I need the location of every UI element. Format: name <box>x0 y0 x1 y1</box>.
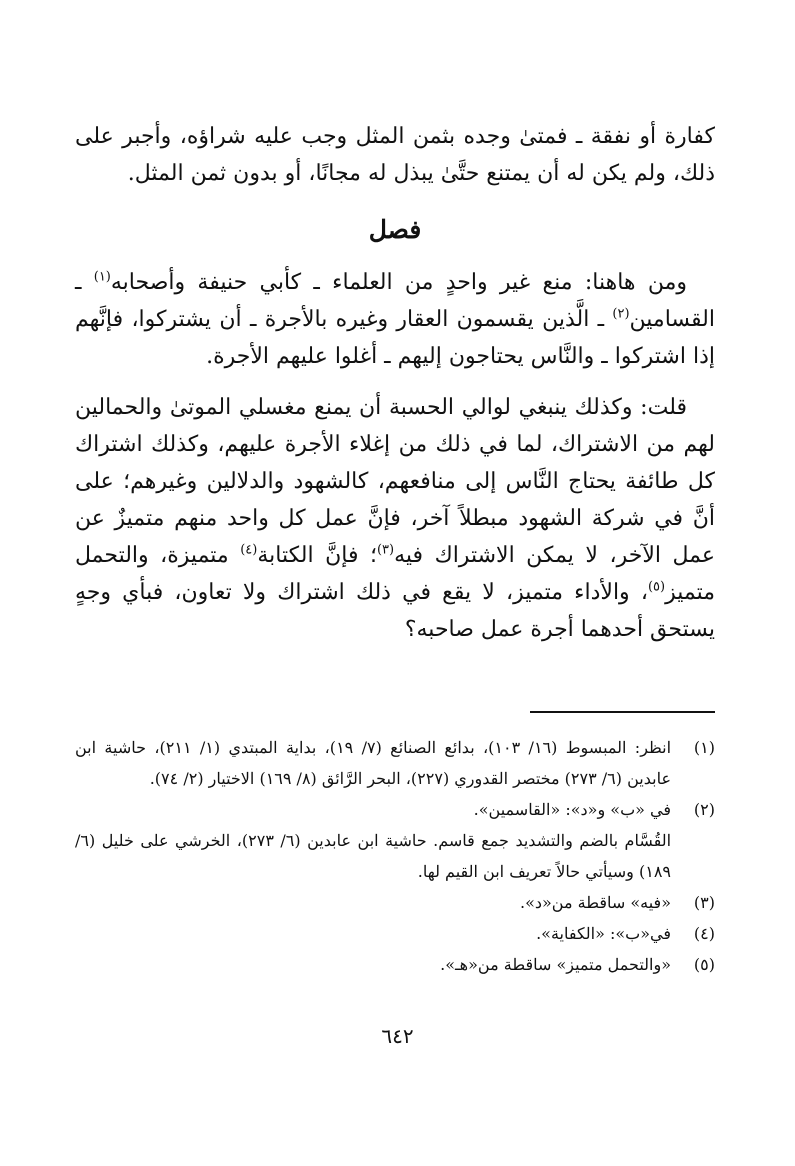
paragraph-2-part-b: ـ القسامين <box>75 270 715 332</box>
footnote-ref-1[interactable]: (١) <box>93 269 111 285</box>
footnote-number: (٥) <box>693 955 715 974</box>
footnote-5 <box>75 949 715 980</box>
section-heading: فصل <box>368 215 422 244</box>
footnote-text: في «ب» و«د»: «القاسمين». <box>473 800 671 819</box>
footnote-text: القُسَّام بالضم والتشديد جمع قاسم. حاشية ابن عابدين (٦/ ٢٧٣)، الخرشي على خليل (٦/ ١٨٩) وسيأتي حالاً تعريف ابن القيم لها. <box>75 831 672 881</box>
footnote-number <box>671 825 715 887</box>
main-text <box>75 118 715 648</box>
paragraph-3-part-b: ؛ فإنَّ الكتابة <box>257 543 377 568</box>
footnote-ref-2[interactable]: (٢) <box>612 306 630 322</box>
footnote-1 <box>75 732 715 794</box>
footnote-text: انظر: المبسوط (١٦/ ١٠٣)، بدائع الصنائع (٧/ ١٩)، بداية المبتدي (١/ ٢١١)، حاشية ابن عابدين (٦/ ٢٧٣) مختصر القدوري (٢٢٧)، البحر الرَّائق (٨/ ١٦٩) الاختيار (٢/ ٧٤). <box>75 738 672 788</box>
footnote-number: (٤) <box>693 924 715 943</box>
footnote-text: في«ب»: «الكفاية». <box>536 924 671 943</box>
footnote-ref-3[interactable]: (٣) <box>376 542 395 558</box>
paragraph-3 <box>75 389 715 648</box>
footnote-ref-4[interactable]: (٤) <box>240 542 258 558</box>
paragraph-3-part-d: ، والأداء متميز، لا يقع في ذلك اشتراك ولا تعاون، فبأي وجهٍ يستحق أحدهما أجرة عمل صاحبه؟ <box>75 580 715 642</box>
footnote-number: (١) <box>693 738 715 757</box>
footnote-ref-5[interactable]: (٥) <box>647 579 666 595</box>
footnote-number: (٣) <box>693 893 715 912</box>
paragraph-2 <box>75 264 715 375</box>
footnote-text: «والتحمل متميز» ساقطة من«هـ». <box>440 955 671 974</box>
footnote-text: «فيه» ساقطة من«د». <box>520 893 671 912</box>
paragraph-2-part-c: ـ الَّذين يقسمون العقار وغيره بالأجرة ـ أن يشتركوا، فإنَّهم إذا اشتركوا ـ والنَّاس يحتاجون إليهم ـ أغلوا عليهم الأجرة. <box>75 307 715 369</box>
page-number: ٦٤٢ <box>381 1024 414 1048</box>
footnote-4 <box>75 918 715 949</box>
paragraph-3-part-a: قلت: وكذلك ينبغي لوالي الحسبة أن يمنع مغسلي الموتىٰ والحمالين لهم من الاشتراك، لما في ذلك من إغلاء الأجرة عليهم، وكذلك اشتراك كل طائفة يحتاج النَّاس إلى منافعهم، كالشهود والدلالين وغيرهم؛ على أنَّ في شركة الشهود مبطلاً آخر، فإنَّ عمل كل واحد منهم متميزٌ عن عمل الآخر، لا يمكن الاشتراك فيه <box>75 395 715 568</box>
footnote-2 <box>75 794 715 825</box>
paragraph-3-part-c: متميزة، والتحمل متميز <box>75 543 715 605</box>
footnote-2-continuation <box>75 825 715 887</box>
footnote-divider <box>530 711 715 713</box>
paragraph-2-part-a: ومن هاهنا: منع غير واحدٍ من العلماء ـ كأبي حنيفة وأصحابه <box>110 270 687 295</box>
paragraph-1: كفارة أو نفقة ـ فمتىٰ وجده بثمن المثل وجب عليه شراؤه، وأجبر على ذلك، ولم يكن له أن يمتنع حتَّىٰ يبذل له مجانًا، أو بدون ثمن المثل. <box>75 124 715 186</box>
footnote-number: (٢) <box>693 800 715 819</box>
footnotes <box>75 732 715 980</box>
footnote-3 <box>75 887 715 918</box>
paragraph-gap <box>75 375 715 389</box>
